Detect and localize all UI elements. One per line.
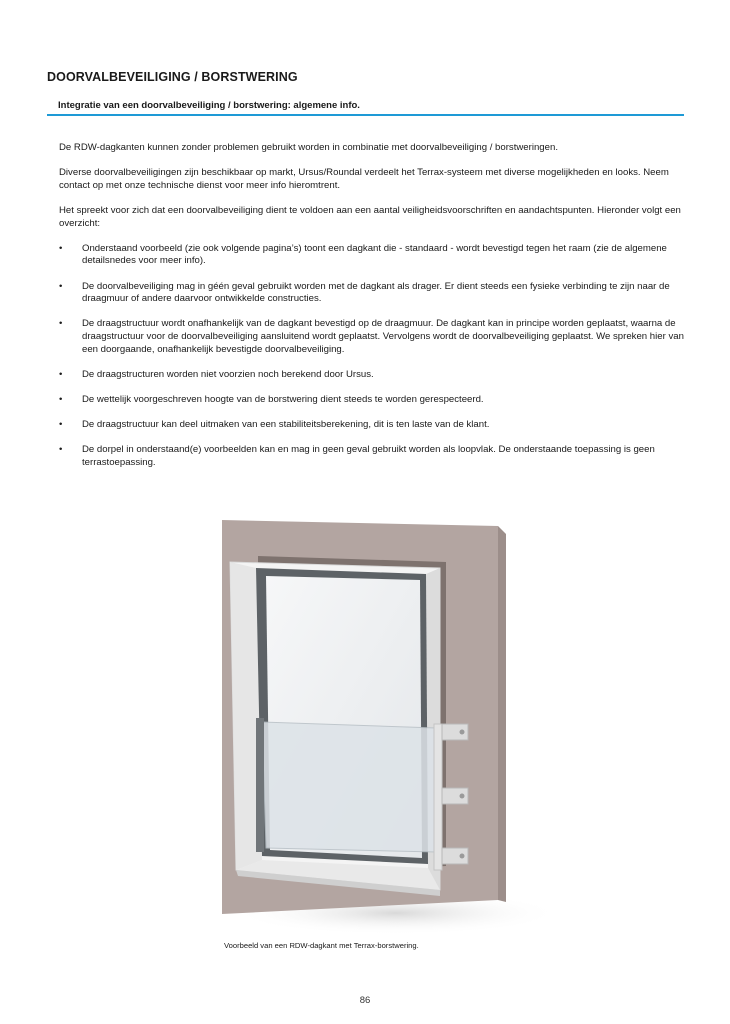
intro-paragraph-3: Het spreekt voor zich dat een doorvalbeveiliging dient te voldoen aan een aantal veiligheidsvoorschriften en aandachtspunten. Hieronder volgt een overzicht: <box>59 204 681 229</box>
list-item-text: De draagstructuur kan deel uitmaken van een stabiliteitsberekening, dit is ten laste van de klant. <box>82 419 490 431</box>
list-item <box>59 281 684 306</box>
list-item <box>59 444 684 469</box>
list-item-text: Onderstaand voorbeeld (zie ook volgende pagina’s) toont een dagkant die - standaard - wordt bevestigd tegen het raam (zie de algemene detailsnedes voor meer info). <box>82 242 667 267</box>
bullet-icon: • <box>59 280 63 292</box>
guideline-list <box>59 243 684 470</box>
body-text <box>59 142 684 482</box>
bullet-icon: • <box>59 393 63 405</box>
list-item <box>59 419 684 432</box>
window-balustrade-illustration <box>196 518 556 938</box>
bullet-icon: • <box>59 419 63 431</box>
figure-caption: Voorbeeld van een RDW-dagkant met Terrax-borstwering. <box>224 941 419 950</box>
list-item-text: De draagstructuur wordt onafhankelijk van de dagkant bevestigd op de draagmuur. De dagkant kan in principe worden geplaatst, waarna de draagstructuur voor de doorvalbeveiliging aansluitend wordt geplaatst. Vervolgens wordt de doorvalbeveiliging geplaatst. We spreken hier van een doorgaande, onafhankelijk bevestigde doorvalbeveiliging. <box>82 318 684 355</box>
bullet-icon: • <box>59 242 63 254</box>
list-item <box>59 394 684 407</box>
section-subtitle: Integratie van een doorvalbeveiliging / borstwering: algemene info. <box>58 100 360 111</box>
list-item-text: De dorpel in onderstaand(e) voorbeelden kan en mag in geen geval gebruikt worden als loopvlak. De onderstaande toepassing is geen terrastoepassing. <box>82 444 655 468</box>
list-item-text: De doorvalbeveiliging mag in géén geval gebruikt worden met de dagkant als drager. Er dient steeds een fysieke verbinding te zijn naar de draagmuur of andere daarvoor ontwikkelde constructies. <box>82 280 670 305</box>
intro-paragraph-2: Diverse doorvalbeveiligingen zijn beschikbaar op markt, Ursus/Roundal verdeelt het Terrax-systeem met diverse mogelijkheden en looks. Neem contact op met onze technische dienst voor meer info hieromtrent. <box>59 167 669 191</box>
list-item-text: De draagstructuren worden niet voorzien noch berekend door Ursus. <box>82 368 374 380</box>
page-number: 86 <box>359 995 371 1006</box>
section-divider <box>47 114 684 116</box>
bullet-icon: • <box>59 368 63 380</box>
intro-paragraph-1: De RDW-dagkanten kunnen zonder problemen gebruikt worden in combinatie met doorvalbeveiliging / borstweringen. <box>59 142 558 153</box>
list-item <box>59 318 684 356</box>
list-item <box>59 369 684 382</box>
list-item-text: De wettelijk voorgeschreven hoogte van de borstwering dient steeds te worden gerespecteerd. <box>82 393 484 405</box>
list-item <box>59 243 684 268</box>
bullet-icon: • <box>59 444 63 456</box>
page-title: DOORVALBEVEILIGING / BORSTWERING <box>47 70 298 84</box>
bullet-icon: • <box>59 318 63 330</box>
